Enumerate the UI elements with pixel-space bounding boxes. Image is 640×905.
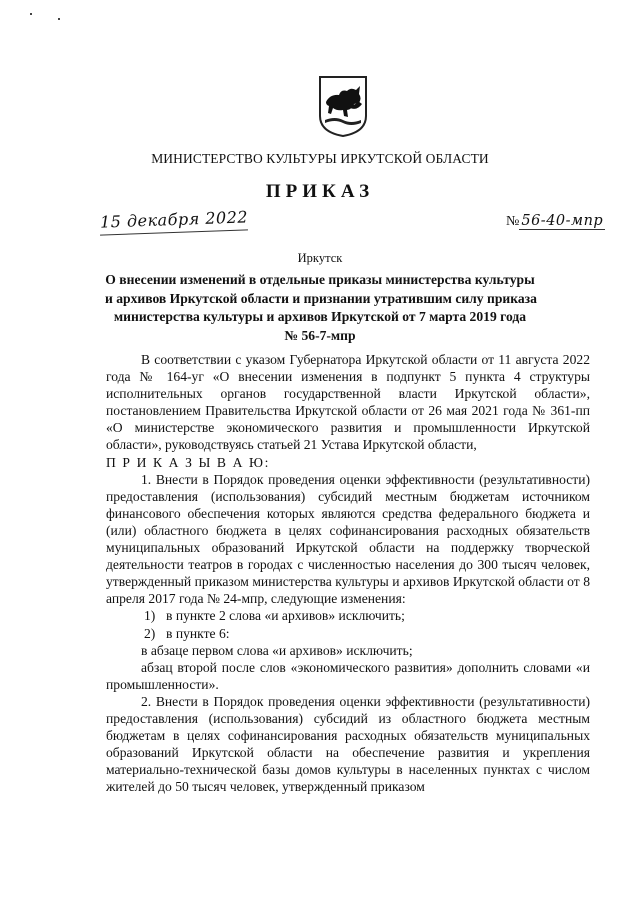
subitem-1 [106, 607, 590, 624]
preamble-paragraph: В соответствии с указом Губернатора Иркутской области от 11 августа 2022 года № 164-уг «О внесении изменения в подпункт 5 пункта 4 структуры исполнительных органов государственной власти Иркутской области», постановлением Правительства Иркутской области от 26 мая 2021 года № 361-пп «О министерстве экономического развития и промышленности Иркутской области», руководствуясь статьей 21 Устава Иркутской области, [106, 352, 590, 453]
order-word: П Р И К А З Ы В А Ю: [106, 454, 270, 470]
subitem-2-number: 2) [144, 625, 156, 641]
number-prefix: № [506, 214, 520, 229]
document-type: ПРИКАЗ [265, 181, 375, 202]
document-title [105, 271, 535, 345]
document-body [106, 351, 590, 795]
title-line: О внесении изменений в отдельные приказы министерства культуры [105, 272, 535, 287]
scan-speck [58, 18, 60, 20]
subitem-2-text: в пункте 6: [166, 625, 230, 641]
subitem-2-paragraph-b: абзац второй после слов «экономического развития» дополнить словами «и промышленности». [106, 659, 590, 692]
irkutsk-coat-of-arms-icon [317, 74, 369, 138]
subitem-1-number: 1) [144, 608, 156, 624]
city: Иркутск [297, 251, 343, 265]
item-1-paragraph: 1. Внести в Порядок проведения оценки эффективности (результативности) предоставления (использования) субсидий местным бюджетам источником финансового обеспечения которых являются средства федерального бюджета и (или) областного бюджета в целях софинансирования расходных обязательств муниципальных образований Иркутской области на поддержку творческой деятельности театров в городах с численностью населения до 300 тысяч человек, утвержденный приказом министерства культуры и архивов Иркутской области от 8 апреля 2017 года № 24-мпр, следующие изменения: [106, 471, 590, 607]
item-2-paragraph: 2. Внести в Порядок проведения оценки эффективности (результативности) предоставления (использования) субсидий из областного бюджета местным бюджетам в целях софинансирования расходных обязательств муниципальных образований Иркутской области на обеспечение развития и укрепления материально-технической базы домов культуры в населенных пунктах с числом жителей до 50 тысяч человек, утвержденный приказом [106, 693, 590, 795]
scan-speck [30, 13, 32, 15]
handwritten-date: 15 декабря 2022 [99, 207, 249, 232]
order-number [506, 213, 605, 230]
title-line: министерства культуры и архивов Иркутской от 7 марта 2019 года [113, 309, 527, 324]
subitem-1-text: в пункте 2 слова «и архивов» исключить; [166, 608, 405, 624]
handwritten-number: 56-40-мпр [521, 213, 604, 229]
subitem-2-paragraph-a: в абзаце первом слова «и архивов» исключить; [141, 642, 413, 658]
title-line: и архивов Иркутской области и признании утратившим силу приказа [105, 290, 537, 306]
title-line: № 56-7-мпр [284, 327, 356, 343]
subitem-2 [106, 625, 590, 642]
ministry-name: МИНИСТЕРСТВО КУЛЬТУРЫ ИРКУТСКОЙ ОБЛАСТИ [151, 151, 489, 166]
